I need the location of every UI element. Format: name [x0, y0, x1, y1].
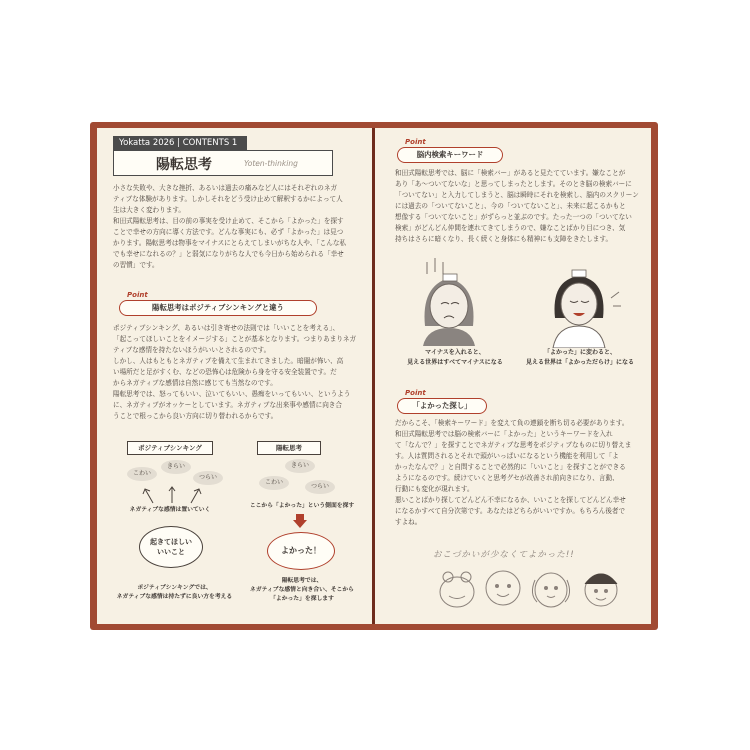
arrows-up-icon — [137, 483, 207, 505]
diagram-bottom-yoten — [242, 577, 362, 604]
oval-positive — [139, 526, 203, 568]
header-tab: Yokatta 2026 | CONTENTS 1 — [113, 136, 247, 150]
caption-minus — [395, 348, 515, 368]
point-label: Point — [405, 389, 426, 397]
intro-line: の習慣」です。 — [113, 261, 159, 269]
point2-line: 検索」がどんどん仲間を連れてきてしまうので、嫌なことばかり目につき、気 — [395, 224, 626, 232]
point-heading: 陽転思考はポジティブシンキングと違う — [119, 300, 317, 316]
diagram-caption-positive: ネガティブな感情は置いていく — [129, 507, 211, 513]
intro-text — [113, 183, 363, 271]
point1-line: い場所だと足がすくむ、などの恐怖心は危険から身を守る安全装置です。だ — [113, 368, 337, 376]
happy-woman-illustration — [535, 258, 625, 348]
intro-line: 生は大きく変わります。 — [113, 206, 186, 214]
bubble-painful: つらい — [193, 471, 223, 485]
intro-line: でも幸せになれるの？」と弱気になりがちな人でも今日から始められる「幸せ — [113, 250, 344, 258]
point3-line: て「なんで？」を探すことでネガティブな思考をポジティブなものに切り替えま — [395, 441, 632, 449]
point3-line: になるかすべて自分次第です。あなたはどちらがいいですか。もちろん後者で — [395, 507, 626, 515]
point3-text — [395, 418, 647, 528]
bottom-line: ネガティブな感情は持たずに良い方を考える — [116, 594, 233, 600]
point2-line: あり「あ〜ついてないな」と思ってしまったとします。そのとき脳の検索バーに — [395, 180, 632, 188]
point1-line: からネガティブな感情は自然に感じても当然なのです。 — [113, 379, 277, 387]
point2-text — [395, 168, 645, 245]
oval-positive-line: 起きてほしい — [150, 538, 192, 546]
oval-positive-line: いいこと — [157, 548, 185, 556]
diagram-head-positive: ポジティブシンキング — [127, 441, 213, 455]
point2-line: 「ついてない」と入力してしまうと、脳は瞬時にそれを検索し、脳内のスクリーン — [395, 191, 639, 199]
point-heading: 脳内検索キーワード — [397, 147, 503, 163]
point-label: Point — [127, 291, 148, 299]
caption-line: 見える世界はすべてマイナスになる — [407, 359, 503, 366]
point3-line: ようになるのです。続けていくと思考グセが改善され前向きになり、言動、 — [395, 474, 619, 482]
point2-line: 想像する「ついてないこと」がずらっと並ぶのです。たった一つの「ついてない — [395, 213, 632, 221]
diagram-bottom-positive — [107, 584, 242, 602]
caption-line: マイナスを入れると、 — [425, 349, 485, 356]
point2-line: 持ちはさらに暗くなり、長く続くと身体にも精神にも支障をきたします。 — [395, 235, 613, 243]
diagram-caption-yoten: ここから「よかった」という側面を探す — [249, 503, 355, 509]
point1-line: 「起こってほしいことをイメージする」ことが基本となります。つまりあまりネガ — [113, 335, 357, 343]
point-heading: 「よかった探し」 — [397, 398, 487, 414]
bubble-dislike: きらい — [161, 460, 191, 474]
point3-line: かったなんで？」と自問することで必然的に「いいこと」を探すことができる — [395, 463, 626, 471]
bubble-painful-2: つらい — [305, 480, 335, 494]
point1-text — [113, 323, 363, 422]
bubble-scared: こわい — [127, 467, 157, 481]
point2-line: 和田式陽転思考では、脳に「検索バー」があると見たてています。嫌なことが — [395, 169, 626, 177]
right-page — [375, 128, 651, 624]
handwritten-note: おこづかいが少なくてよかった!! — [433, 550, 575, 560]
point2-line: には過去の「ついてないこと」、今の「ついてないこと」、未来に起こるかもと — [395, 202, 626, 210]
point3-line: すよね。 — [395, 518, 422, 526]
caption-line: 「よかった」に変わると、 — [543, 349, 616, 356]
left-page — [97, 128, 372, 624]
title-box — [113, 150, 333, 176]
point1-line: しかし、人はもともとネガティブを備えて生まれてきました。暗闇が怖い、高 — [113, 357, 344, 365]
point3-line: 和田式陽転思考では脳の検索バーに「よかった」というキーワードを入れ — [395, 430, 613, 438]
intro-line: ことで幸せの方向に導く方法です。どんな事実にも、必ず「よかった」は見つ — [113, 228, 344, 236]
bottom-line: 陽転思考では、 — [281, 578, 323, 584]
caption-yokatta — [515, 348, 645, 368]
bottom-line: ネガティブな感情と向き合い、そこから — [250, 587, 354, 593]
diagram-head-yoten: 陽転思考 — [257, 441, 321, 455]
point1-line: 陽転思考では、怒ってもいい、泣いてもいい、愚痴をいってもいい、というよう — [113, 390, 351, 398]
page-subtitle: Yoten-thinking — [244, 159, 298, 168]
page-title: 陽転思考 — [156, 157, 212, 173]
point3-line: 悪いことばかり探してどんどん不幸になるか、いいことを探してどんどん幸せ — [395, 496, 626, 504]
sad-woman-illustration — [407, 256, 497, 346]
point-label: Point — [405, 138, 426, 146]
point1-line: ポジティブシンキング、あるいは引き寄せの法則では「いいことを考える」、 — [113, 324, 340, 332]
point1-line: に、ネガティブがオッケーとしています。ネガティブな出来事や感情に向き合 — [113, 401, 342, 409]
bubble-dislike-2: きらい — [285, 459, 315, 473]
bubble-scared-2: こわい — [259, 476, 289, 490]
oval-yoten — [267, 532, 335, 570]
point3-line: 行動にも変化が現れます。 — [395, 485, 474, 493]
bottom-line: 「よかった」を探します — [270, 596, 334, 602]
intro-line: 小さな失敗や、大きな挫折、あるいは過去の痛みなど人にはそれぞれのネガ — [113, 184, 338, 192]
intro-line: 和田式陽転思考は、目の前の事実を受け止めて、そこから「よかった」を探す — [113, 217, 344, 225]
point3-line: だからこそ、「検索キーワード」を変えて負の連鎖を断ち切る必要があります。 — [395, 419, 629, 427]
family-doodle-illustration — [435, 560, 635, 612]
caption-line: 見える世界は「よかっただらけ」になる — [525, 359, 634, 366]
bottom-line: ポジティブシンキングでは、 — [137, 585, 212, 591]
oval-yoten-text: よかった！ — [281, 546, 321, 555]
point3-line: す。人は質問されるとそれで頭がいっぱいになるという機能を利用して「よ — [395, 452, 619, 460]
intro-line: ティブな体験があります。しかしそれをどう受け止めて解釈するかによって人 — [113, 195, 343, 203]
arrow-down-icon — [293, 514, 307, 528]
intro-line: かります。陽転思考は物事をマイナスにとらえてしまいがちな人や、「こんな私 — [113, 239, 347, 247]
point1-line: うことで根っこから良い方向に切り替われるからです。 — [113, 412, 278, 420]
point1-line: ティブな感情を持たないほうがいいとされるのです。 — [113, 346, 271, 354]
